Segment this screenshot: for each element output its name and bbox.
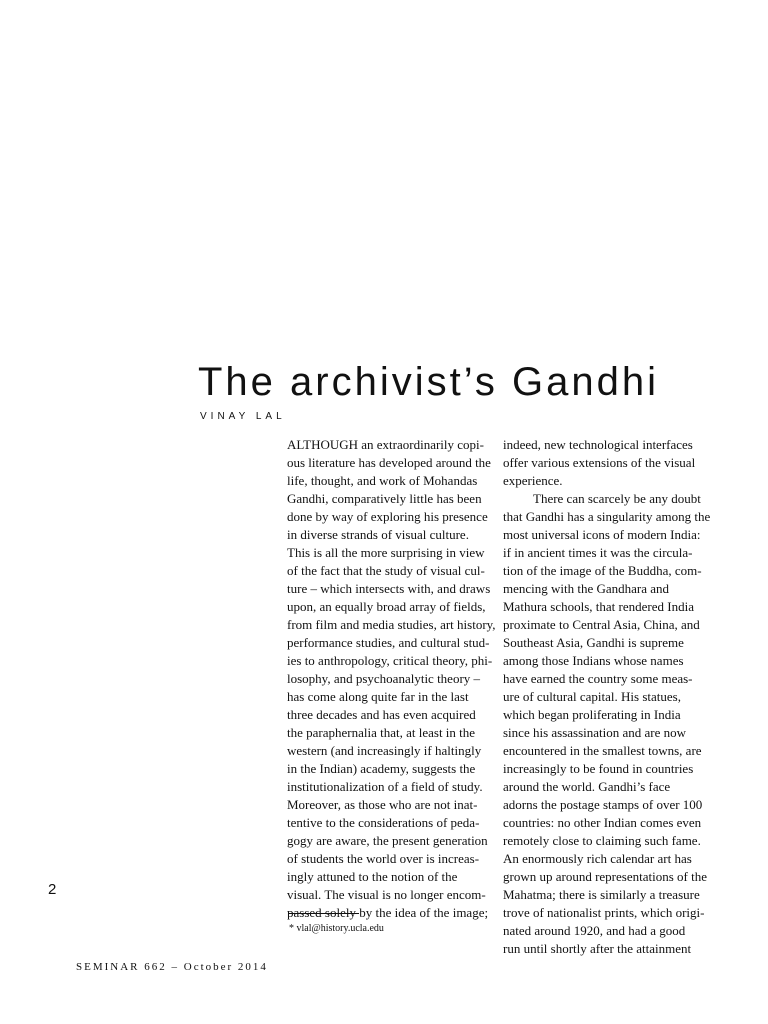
text-line: ure of cultural capital. His statues, [503, 689, 681, 704]
text-line: countries: no other Indian comes even [503, 815, 702, 830]
text-line: visual. The visual is no longer encom- [287, 887, 486, 902]
text-line: nated around 1920, and had a good [503, 923, 686, 938]
text-line: upon, an equally broad array of fields, [287, 599, 486, 614]
text-line: if in ancient times it was the circula- [503, 545, 693, 560]
text-line: ingly attuned to the notion of the [287, 869, 458, 884]
text-line: ALTHOUGH an extraordinarily copi- [287, 437, 484, 452]
text-line: ous literature has developed around the [287, 455, 491, 470]
text-line: Gandhi, comparatively little has been [287, 491, 482, 506]
text-line: grown up around representations of the [503, 869, 707, 884]
text-line: since his assassination and are now [503, 725, 687, 740]
text-line: Mathura schools, that rendered India [503, 599, 694, 614]
text-line: An enormously rich calendar art has [503, 851, 692, 866]
text-line: gogy are aware, the present generation [287, 833, 488, 848]
text-line: of students the world over is increas- [287, 851, 480, 866]
text-line: ies to anthropology, critical theory, phi- [287, 653, 493, 668]
text-line: has come along quite far in the last [287, 689, 469, 704]
text-line: tion of the image of the Buddha, com- [503, 563, 702, 578]
article-title: The archivist’s Gandhi [198, 360, 659, 404]
page-number: 2 [48, 881, 57, 898]
text-line: that Gandhi has a singularity among the [503, 509, 711, 524]
text-line: experience. [503, 473, 563, 488]
text-line: performance studies, and cultural stud- [287, 635, 490, 650]
text-column-2 [503, 436, 711, 958]
text-line: remotely close to claiming such fame. [503, 833, 701, 848]
author-name: VINAY LAL [200, 411, 286, 422]
text-line: among those Indians whose names [503, 653, 684, 668]
text-line: in diverse strands of visual culture. [287, 527, 469, 542]
text-line: of the fact that the study of visual cul- [287, 563, 485, 578]
text-line: ture – which intersects with, and draws [287, 581, 491, 596]
text-line: which began proliferating in India [503, 707, 681, 722]
text-line: institutionalization of a field of study. [287, 779, 483, 794]
journal-footer: SEMINAR 662 – October 2014 [76, 961, 268, 973]
text-line: run until shortly after the attainment [503, 941, 692, 956]
text-line: have earned the country some meas- [503, 671, 693, 686]
text-line: Southeast Asia, Gandhi is supreme [503, 635, 684, 650]
text-line: offer various extensions of the visual [503, 455, 696, 470]
text-line: Moreover, as those who are not inat- [287, 797, 478, 812]
text-line: trove of nationalist prints, which origi- [503, 905, 705, 920]
text-line: western (and increasingly if haltingly [287, 743, 482, 758]
text-line: the paraphernalia that, at least in the [287, 725, 476, 740]
text-line: Mahatma; there is similarly a treasure [503, 887, 700, 902]
text-line: most universal icons of modern India: [503, 527, 701, 542]
text-line: passed solely by the idea of the image; [287, 905, 489, 920]
text-line: There can scarcely be any doubt [533, 491, 701, 506]
text-line: in the Indian) academy, suggests the [287, 761, 476, 776]
footnote-divider [289, 913, 359, 914]
text-line: adorns the postage stamps of over 100 [503, 797, 703, 812]
footnote: * vlal@history.ucla.edu [289, 923, 384, 934]
text-line: around the world. Gandhi’s face [503, 779, 671, 794]
text-line: encountered in the smallest towns, are [503, 743, 702, 758]
text-line: tentive to the considerations of peda- [287, 815, 480, 830]
text-line: proximate to Central Asia, China, and [503, 617, 700, 632]
text-line: losophy, and psychoanalytic theory – [287, 671, 481, 686]
text-line: indeed, new technological interfaces [503, 437, 693, 452]
text-line: increasingly to be found in countries [503, 761, 694, 776]
text-line: life, thought, and work of Mohandas [287, 473, 478, 488]
text-line: three decades and has even acquired [287, 707, 476, 722]
text-column-1 [287, 436, 496, 922]
text-line: done by way of exploring his presence [287, 509, 488, 524]
text-line: mencing with the Gandhara and [503, 581, 670, 596]
text-line: from film and media studies, art history, [287, 617, 496, 632]
text-line: This is all the more surprising in view [287, 545, 485, 560]
